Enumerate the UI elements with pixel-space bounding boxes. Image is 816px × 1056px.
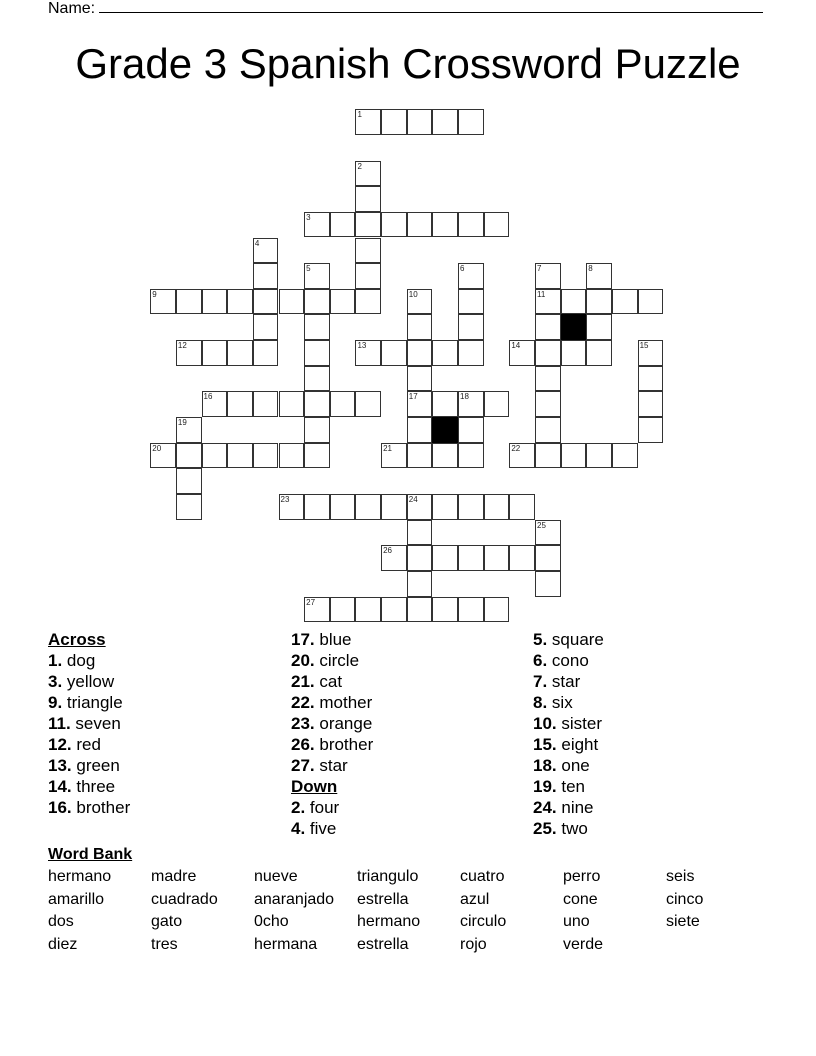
word-bank-word: azul — [460, 890, 490, 908]
grid-cell[interactable] — [432, 212, 458, 238]
clue-across — [291, 713, 373, 734]
grid-cell[interactable] — [561, 289, 587, 315]
clue-text: triangle — [62, 693, 123, 712]
grid-cell[interactable] — [304, 366, 330, 392]
grid-cell[interactable] — [355, 289, 381, 315]
grid-cell[interactable] — [253, 314, 279, 340]
grid-cell[interactable] — [355, 109, 381, 135]
clue-down — [533, 734, 604, 755]
word-bank-word: tres — [151, 935, 178, 953]
clue-number: 11 — [537, 289, 546, 299]
word-bank-word: dos — [48, 913, 74, 930]
grid-cell[interactable] — [586, 289, 612, 315]
clue-down — [291, 797, 373, 818]
clue-number: 19 — [177, 418, 187, 428]
grid-cell[interactable] — [612, 443, 638, 469]
clue-across — [48, 776, 130, 797]
grid-cell[interactable] — [612, 289, 638, 315]
word-bank-word: amarillo — [48, 890, 105, 908]
grid-cell[interactable] — [407, 545, 433, 571]
grid-cell[interactable] — [407, 340, 433, 366]
grid-cell[interactable] — [381, 443, 407, 469]
grid-cell[interactable] — [253, 340, 279, 366]
clue-text: brother — [71, 798, 131, 817]
grid-cell[interactable] — [304, 494, 330, 520]
grid-cell[interactable] — [407, 366, 433, 392]
word-bank-word: rojo — [460, 935, 487, 953]
grid-cell[interactable] — [638, 417, 664, 443]
grid-cell[interactable] — [586, 443, 612, 469]
name-blank-line[interactable] — [99, 0, 763, 13]
clue-heading: Down — [291, 777, 338, 796]
clue-number: 26 — [383, 546, 392, 556]
grid-cell[interactable] — [458, 597, 484, 623]
clue-number: 9. — [48, 693, 63, 712]
clue-text: cat — [314, 672, 343, 691]
clue-number: 6 — [460, 264, 465, 274]
word-bank-word: cone — [563, 890, 598, 908]
clue-down — [291, 818, 373, 839]
clue-number: 5 — [306, 264, 311, 274]
grid-cell[interactable] — [176, 289, 202, 315]
clue-number: 25 — [537, 520, 546, 530]
grid-cell[interactable] — [535, 366, 561, 392]
clue-number: 26. — [291, 735, 315, 754]
word-bank-word: nueve — [254, 868, 298, 885]
clue-text: star — [547, 672, 581, 691]
word-bank-word: seis — [666, 868, 695, 885]
grid-cell[interactable] — [304, 340, 330, 366]
clue-number: 8 — [588, 264, 593, 274]
grid-cell[interactable] — [458, 212, 484, 238]
word-bank-heading: Word Bank — [48, 846, 133, 863]
grid-cell[interactable] — [432, 340, 458, 366]
grid-cell[interactable] — [202, 443, 228, 469]
grid-cell[interactable] — [304, 212, 330, 238]
grid-cell[interactable] — [176, 468, 202, 494]
clue-text: four — [305, 798, 340, 817]
clue-number: 21 — [383, 443, 392, 453]
clue-text: ten — [556, 777, 585, 796]
clue-number: 16. — [48, 798, 72, 817]
grid-cell[interactable] — [535, 545, 561, 571]
word-bank-word: hermano — [357, 913, 421, 930]
black-cell — [432, 417, 458, 443]
grid-cell[interactable] — [381, 597, 407, 623]
clue-number: 1 — [357, 110, 362, 120]
word-bank-word: anaranjado — [254, 890, 335, 908]
grid-cell[interactable] — [458, 494, 484, 520]
grid-cell[interactable] — [202, 340, 228, 366]
word-bank-word: circulo — [460, 913, 507, 930]
clue-number: 20. — [291, 651, 315, 670]
grid-cell[interactable] — [330, 597, 356, 623]
clue-number: 10 — [408, 289, 418, 299]
grid-cell[interactable] — [535, 340, 561, 366]
grid-cell[interactable] — [355, 340, 381, 366]
clue-text: nine — [556, 798, 594, 817]
clue-across — [48, 797, 130, 818]
grid-cell[interactable] — [586, 340, 612, 366]
clue-number: 7. — [533, 672, 548, 691]
black-cell — [561, 314, 587, 340]
clue-number: 22 — [511, 443, 521, 453]
clue-number: 16 — [203, 392, 213, 402]
clue-number: 6. — [533, 651, 548, 670]
page-title: Grade 3 Spanish Crossword Puzzle — [75, 40, 741, 87]
crossword-grid — [151, 110, 671, 630]
clue-number: 19. — [533, 777, 557, 796]
grid-cell[interactable] — [432, 391, 458, 417]
grid-cell[interactable] — [150, 443, 176, 469]
grid-cell[interactable] — [202, 391, 228, 417]
grid-cell[interactable] — [227, 340, 253, 366]
word-bank-word: hermano — [48, 868, 112, 885]
clue-number: 24. — [533, 798, 557, 817]
grid-cell[interactable] — [458, 289, 484, 315]
grid-cell[interactable] — [355, 238, 381, 264]
grid-cell[interactable] — [304, 289, 330, 315]
clue-number: 22. — [291, 693, 315, 712]
grid-cell[interactable] — [279, 289, 305, 315]
grid-cell[interactable] — [458, 263, 484, 289]
grid-cell[interactable] — [304, 597, 330, 623]
clue-number: 12. — [48, 735, 72, 754]
grid-cell[interactable] — [279, 391, 305, 417]
clue-text: star — [314, 756, 348, 775]
grid-cell[interactable] — [638, 289, 664, 315]
clue-text: two — [556, 819, 588, 838]
word-bank-word: verde — [563, 935, 604, 953]
grid-cell[interactable] — [355, 391, 381, 417]
grid-cell[interactable] — [458, 391, 484, 417]
clues-column-2 — [291, 629, 373, 839]
grid-cell[interactable] — [484, 391, 510, 417]
clue-number: 4. — [291, 819, 306, 838]
grid-cell[interactable] — [407, 417, 433, 443]
grid-cell[interactable] — [330, 289, 356, 315]
word-bank-word: perro — [563, 868, 601, 885]
word-bank-row — [48, 936, 769, 959]
grid-cell[interactable] — [176, 417, 202, 443]
clue-number: 17. — [291, 630, 315, 649]
grid-cell[interactable] — [458, 443, 484, 469]
grid-cell[interactable] — [253, 443, 279, 469]
grid-cell[interactable] — [381, 109, 407, 135]
clue-text: red — [71, 735, 101, 754]
clue-number: 13 — [357, 341, 367, 351]
grid-cell[interactable] — [586, 263, 612, 289]
grid-cell[interactable] — [355, 186, 381, 212]
grid-cell[interactable] — [304, 443, 330, 469]
clue-number: 9 — [152, 289, 157, 299]
word-bank-word: estrella — [357, 890, 409, 908]
clue-down — [533, 692, 604, 713]
clue-across — [291, 671, 373, 692]
grid-cell[interactable] — [330, 494, 356, 520]
word-bank-word: gato — [151, 913, 183, 930]
clue-number: 3. — [48, 672, 63, 691]
grid-cell[interactable] — [253, 391, 279, 417]
grid-cell[interactable] — [458, 545, 484, 571]
clue-across — [48, 713, 130, 734]
clue-down — [533, 797, 604, 818]
word-bank-word: cuadrado — [151, 890, 218, 908]
clue-down — [533, 755, 604, 776]
clue-number: 17 — [408, 392, 418, 402]
clue-text: orange — [314, 714, 373, 733]
word-bank-word — [666, 936, 769, 959]
clue-number: 2. — [291, 798, 306, 817]
grid-cell[interactable] — [509, 494, 535, 520]
grid-cell[interactable] — [202, 289, 228, 315]
word-bank-word: madre — [151, 868, 197, 885]
grid-cell[interactable] — [330, 391, 356, 417]
name-field[interactable] — [48, 0, 763, 18]
grid-cell[interactable] — [638, 391, 664, 417]
word-bank-word: estrella — [357, 935, 409, 953]
grid-cell[interactable] — [176, 494, 202, 520]
word-bank-word: diez — [48, 935, 78, 953]
grid-cell[interactable] — [381, 340, 407, 366]
clue-number: 3 — [306, 212, 311, 222]
grid-cell[interactable] — [458, 109, 484, 135]
grid-cell[interactable] — [432, 597, 458, 623]
clues-column-3 — [533, 629, 604, 839]
word-bank-row — [48, 913, 769, 936]
clue-text: seven — [70, 714, 121, 733]
grid-cell[interactable] — [535, 263, 561, 289]
grid-cell[interactable] — [509, 443, 535, 469]
grid-cell[interactable] — [638, 340, 664, 366]
grid-cell[interactable] — [638, 366, 664, 392]
clue-number: 8. — [533, 693, 548, 712]
grid-cell[interactable] — [407, 109, 433, 135]
clue-text: cono — [547, 651, 589, 670]
clue-text: eight — [556, 735, 599, 754]
word-bank-word: 0cho — [254, 913, 289, 930]
clue-across — [48, 734, 130, 755]
grid-cell[interactable] — [484, 494, 510, 520]
clue-down — [533, 713, 604, 734]
grid-cell[interactable] — [227, 443, 253, 469]
word-bank-word: hermana — [254, 935, 318, 953]
clue-number: 20 — [152, 443, 162, 453]
clue-across — [48, 671, 130, 692]
grid-cell[interactable] — [535, 289, 561, 315]
grid-cell[interactable] — [407, 571, 433, 597]
clue-number: 12 — [177, 341, 187, 351]
word-bank-word: cinco — [666, 890, 704, 908]
grid-cell[interactable] — [407, 443, 433, 469]
grid-cell[interactable] — [484, 212, 510, 238]
clue-number: 25. — [533, 819, 557, 838]
clue-number: 13. — [48, 756, 72, 775]
grid-cell[interactable] — [355, 161, 381, 187]
grid-cell[interactable] — [304, 314, 330, 340]
grid-cell[interactable] — [304, 263, 330, 289]
clue-number: 2 — [357, 161, 362, 171]
grid-cell[interactable] — [253, 238, 279, 264]
word-bank-word: triangulo — [357, 868, 419, 885]
grid-cell[interactable] — [304, 417, 330, 443]
grid-cell[interactable] — [150, 289, 176, 315]
clue-number: 15 — [639, 341, 649, 351]
clue-heading: Across — [48, 630, 106, 649]
clue-down — [533, 650, 604, 671]
word-bank-row — [48, 868, 769, 891]
grid-cell[interactable] — [535, 417, 561, 443]
clue-number: 18. — [533, 756, 557, 775]
grid-cell[interactable] — [407, 289, 433, 315]
clue-number: 4 — [254, 238, 260, 248]
grid-cell[interactable] — [355, 494, 381, 520]
grid-cell[interactable] — [279, 494, 305, 520]
grid-cell[interactable] — [227, 391, 253, 417]
grid-cell[interactable] — [407, 212, 433, 238]
clue-text: blue — [314, 630, 352, 649]
clue-text: brother — [314, 735, 374, 754]
grid-cell[interactable] — [535, 520, 561, 546]
clue-number: 5. — [533, 630, 548, 649]
grid-cell[interactable] — [509, 545, 535, 571]
clue-number: 21. — [291, 672, 315, 691]
grid-cell[interactable] — [381, 212, 407, 238]
clue-number: 27 — [306, 597, 316, 607]
clue-text: one — [556, 756, 590, 775]
grid-cell[interactable] — [407, 314, 433, 340]
clue-text: three — [71, 777, 116, 796]
grid-cell[interactable] — [458, 340, 484, 366]
grid-cell[interactable] — [176, 443, 202, 469]
clue-number: 23. — [291, 714, 315, 733]
grid-cell[interactable] — [176, 340, 202, 366]
name-label: Name: — [48, 0, 96, 17]
clue-across — [291, 734, 373, 755]
grid-cell[interactable] — [355, 263, 381, 289]
clue-number: 24 — [408, 495, 418, 504]
clue-number: 18 — [460, 392, 469, 402]
grid-cell[interactable] — [509, 340, 535, 366]
clue-down — [533, 629, 604, 650]
grid-cell[interactable] — [458, 314, 484, 340]
word-bank — [48, 868, 769, 958]
clue-number: 23 — [280, 495, 290, 504]
grid-cell[interactable] — [407, 520, 433, 546]
grid-cell[interactable] — [381, 494, 407, 520]
clue-number: 7 — [537, 264, 542, 274]
clue-text: mother — [314, 693, 373, 712]
clue-down — [533, 671, 604, 692]
clue-text: circle — [314, 651, 360, 670]
clue-across — [291, 629, 373, 650]
grid-cell[interactable] — [586, 314, 612, 340]
grid-cell[interactable] — [561, 443, 587, 469]
clue-text: sister — [556, 714, 602, 733]
clue-down — [533, 818, 604, 839]
grid-cell[interactable] — [253, 289, 279, 315]
clue-number: 14. — [48, 777, 72, 796]
word-bank-word: uno — [563, 913, 590, 930]
grid-cell[interactable] — [535, 314, 561, 340]
clue-across — [48, 755, 130, 776]
grid-cell[interactable] — [381, 545, 407, 571]
clues-column-1 — [48, 629, 130, 818]
grid-cell[interactable] — [432, 443, 458, 469]
clue-text: green — [71, 756, 120, 775]
clue-down — [533, 776, 604, 797]
clue-number: 11. — [48, 714, 71, 733]
grid-cell[interactable] — [227, 289, 253, 315]
clue-text: dog — [62, 651, 96, 670]
clue-number: 27. — [291, 756, 315, 775]
grid-cell[interactable] — [535, 391, 561, 417]
word-bank-word: siete — [666, 913, 700, 930]
clue-across — [48, 650, 130, 671]
grid-cell[interactable] — [484, 597, 510, 623]
grid-cell[interactable] — [330, 212, 356, 238]
grid-cell[interactable] — [279, 443, 305, 469]
clue-text: yellow — [62, 672, 115, 691]
grid-cell[interactable] — [484, 545, 510, 571]
grid-cell[interactable] — [253, 263, 279, 289]
grid-cell[interactable] — [407, 391, 433, 417]
word-bank-row — [48, 891, 769, 914]
clue-text: square — [547, 630, 604, 649]
clue-across — [291, 692, 373, 713]
clue-across — [291, 755, 373, 776]
clue-number: 10. — [533, 714, 557, 733]
grid-cell[interactable] — [535, 443, 561, 469]
grid-cell[interactable] — [561, 340, 587, 366]
grid-cell[interactable] — [535, 571, 561, 597]
grid-cell[interactable] — [458, 417, 484, 443]
clue-number: 1. — [48, 651, 63, 670]
grid-cell[interactable] — [355, 597, 381, 623]
clue-text: five — [305, 819, 337, 838]
word-bank-word: cuatro — [460, 868, 505, 885]
clue-across — [48, 692, 130, 713]
grid-cell[interactable] — [304, 391, 330, 417]
clue-text: six — [547, 693, 573, 712]
grid-cell[interactable] — [407, 494, 433, 520]
grid-cell[interactable] — [432, 494, 458, 520]
clue-across — [291, 650, 373, 671]
grid-cell[interactable] — [432, 545, 458, 571]
clue-number: 14 — [511, 341, 521, 351]
grid-cell[interactable] — [432, 109, 458, 135]
grid-cell[interactable] — [407, 597, 433, 623]
grid-cell[interactable] — [355, 212, 381, 238]
clue-number: 15. — [533, 735, 557, 754]
